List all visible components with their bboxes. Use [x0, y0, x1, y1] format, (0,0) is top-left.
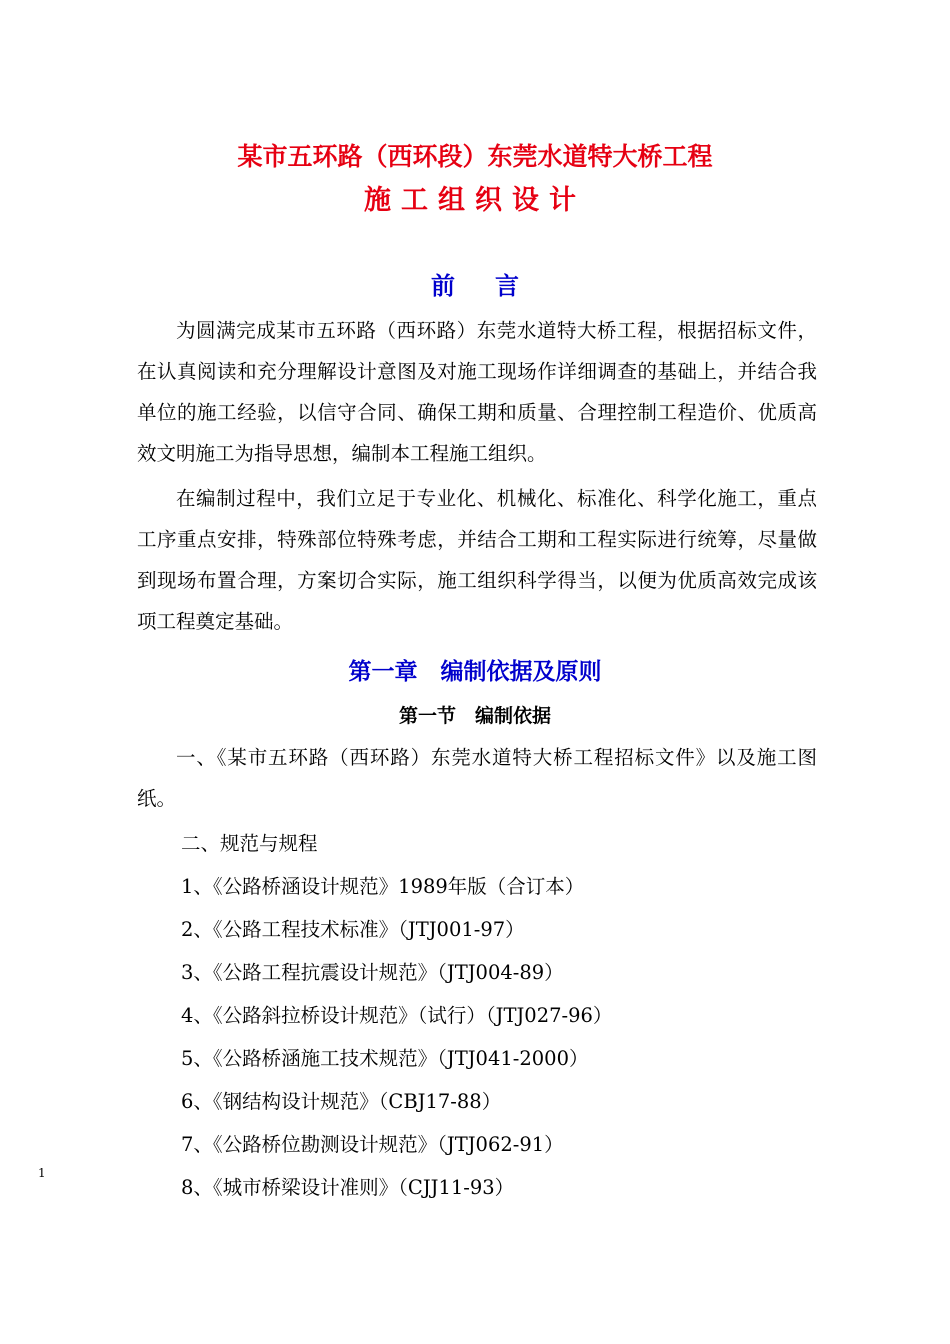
standard-item: 5、《公路桥涵施工技术规范》（JTJ041-2000）: [181, 1047, 589, 1070]
chapter-heading: 第一章 编制依据及原则: [348, 658, 602, 685]
standard-item: 4、《公路斜拉桥设计规范》（试行）（JTJ027-96）: [181, 1004, 613, 1027]
standard-item: 6、《钢结构设计规范》（CBJ17-88）: [181, 1090, 502, 1113]
standard-item: 1、《公路桥涵设计规范》1989年版（合订本）: [181, 875, 585, 898]
page-number: 1: [38, 1166, 46, 1180]
standard-item: 7、《公路桥位勘测设计规范》（JTJ062-91）: [181, 1133, 564, 1156]
preface-paragraph-2: 在编制过程中，我们立足于专业化、机械化、标准化、科学化施工，重点工序重点安排，特殊部位特殊考虑，并结合工期和工程实际进行统筹，尽量做到现场布置合理，方案切合实际，施工组织科学得当，以便为优质高效完成该项工程奠定基础。: [137, 487, 817, 633]
standard-item: 8、《城市桥梁设计准则》（CJJ11-93）: [181, 1176, 515, 1199]
preface-paragraph-1: 为圆满完成某市五环路（西环路）东莞水道特大桥工程，根据招标文件，在认真阅读和充分理解设计意图及对施工现场作详细调查的基础上，并结合我单位的施工经验，以信守合同、确保工期和质量、合理控制工程造价、优质高效文明施工为指导思想，编制本工程施工组织。: [137, 319, 817, 465]
basis-item-1: 一、《某市五环路（西环路）东莞水道特大桥工程招标文件》以及施工图纸。: [137, 746, 817, 810]
standard-item: 3、《公路工程抗震设计规范》（JTJ004-89）: [181, 961, 564, 984]
preface-heading: 前言: [431, 271, 559, 300]
standard-item: 2、《公路工程技术标准》（JTJ001-97）: [181, 918, 525, 941]
document-title: 某市五环路（西环段）东莞水道特大桥工程: [237, 142, 713, 171]
basis-item-2: 二、规范与规程: [181, 832, 318, 855]
section-heading: 第一节 编制依据: [398, 705, 551, 727]
document-subtitle: 施工组织设计: [364, 185, 586, 216]
